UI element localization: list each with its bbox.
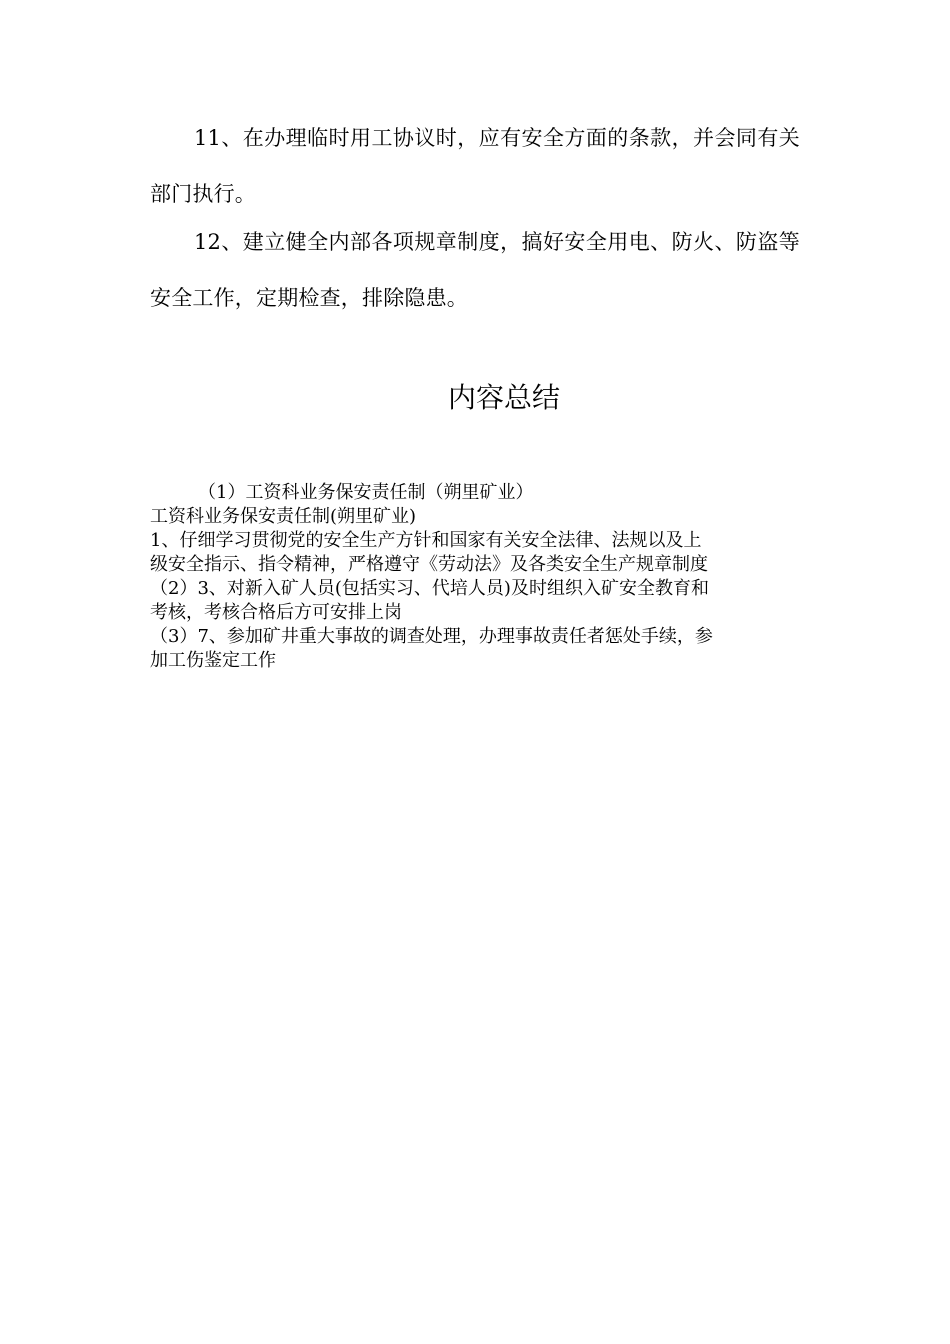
summary-line: 加工伤鉴定工作	[150, 650, 276, 671]
summary-line: （2）3、对新入矿人员(包括实习、代培人员)及时组织入矿安全教育和	[150, 578, 709, 599]
summary-line: （3）7、参加矿井重大事故的调查处理，办理事故责任者惩处手续，参	[150, 626, 713, 647]
summary-line: 工资科业务保安责任制(朔里矿业)	[150, 506, 417, 527]
summary-block	[150, 481, 800, 673]
summary-line: 1、仔细学习贯彻党的安全生产方针和国家有关安全法律、法规以及上	[150, 530, 702, 551]
paragraph-item-12: 12、建立健全内部各项规章制度，搞好安全用电、防火、防盗等安全工作，定期检查，排除隐患。	[150, 230, 800, 310]
summary-line: 级安全指示、指令精神，严格遵守《劳动法》及各类安全生产规章制度	[150, 554, 708, 575]
paragraph-item-11: 11、在办理临时用工协议时，应有安全方面的条款，并会同有关部门执行。	[150, 126, 800, 206]
summary-title: 内容总结	[447, 381, 560, 414]
summary-line: （1）工资科业务保安责任制（朔里矿业）	[198, 482, 534, 503]
summary-line: 考核，考核合格后方可安排上岗	[150, 602, 402, 623]
